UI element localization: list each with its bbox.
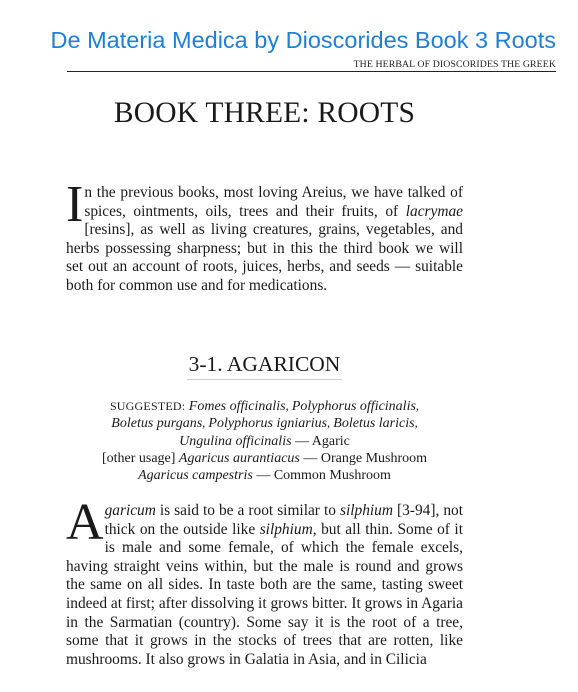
- term-silphium: silphium: [259, 520, 313, 538]
- common-name: — Common Mushroom: [252, 468, 391, 484]
- agaricon-text-2: [3-94], not thick on the outside like: [104, 502, 463, 538]
- species-name: Boletus laricis: [333, 416, 415, 432]
- common-name: — Agaric: [291, 433, 350, 449]
- suggested-line-1: SUGGESTED: Fomes officinalis, Polyphorus officinalis,: [109, 399, 420, 414]
- intro-text-1: n the previous books, most loving Areius, we have talked of spices, ointments, oils, trees and their fruits, of: [84, 184, 463, 220]
- agaricon-dropcap: A: [66, 494, 104, 551]
- agaricon-text-1: is said to be a root similar to: [155, 502, 340, 519]
- species-name: Fomes officinalis: [188, 399, 286, 414]
- suggested-line-5: [66, 467, 463, 484]
- common-name: — Orange Mushroom: [299, 450, 428, 466]
- intro-dropcap: I: [66, 176, 84, 233]
- suggested-line-2: Boletus purgans, Polyphorus igniarius, Boletus laricis,: [111, 416, 418, 432]
- header-divider: [67, 71, 556, 72]
- suggested-line-4: [66, 450, 463, 467]
- intro-paragraph: [66, 176, 463, 296]
- site-subtitle: THE HERBAL OF DIOSCORIDES THE GREEK: [353, 59, 556, 70]
- intro-text-2: [resins], as well as living creatures, grains, vegetables, and herbs possessing sharpness; but in this the third book we will set out an account of roots, juices, herbs, and seeds — suitable both for common use and for medications.: [66, 221, 463, 294]
- suggested-line-3: [66, 433, 463, 450]
- term-silphium: silphium: [339, 502, 393, 519]
- section-heading-text: 3-1. AGARICON: [187, 352, 343, 380]
- usage-note: [other usage]: [101, 450, 179, 466]
- suggested-label: SUGGESTED:: [109, 399, 186, 413]
- species-name: Polyphorus igniarius: [208, 416, 328, 432]
- intro-term-lacrymae: lacrymae: [405, 202, 463, 220]
- species-name: Boletus purgans: [111, 416, 203, 432]
- agaricon-text-3: , but all thin. Some of it is male and some female, of which the female excels, having straight veins within, but the male is round and grows the same on all sides. In taste both are the same, tasting sweet indeed at first; after dissolving it grows bitter. It grows in Agaria in the Sarmatian (country). Some say it is the root of a tree, some that it grows in the stocks of trees that are rotten, like mushrooms. It also grows in Galatia in Asia, and in Cilicia: [66, 520, 463, 668]
- book-heading: BOOK THREE: ROOTS: [113, 97, 416, 129]
- species-name: Agaricus campestris: [138, 468, 253, 484]
- species-name: Ungulina officinalis: [179, 433, 292, 449]
- species-name: Polyphorus officinalis: [291, 399, 416, 414]
- suggested-names: [66, 398, 463, 484]
- section-heading: [66, 352, 463, 380]
- term-agaricum: garicum: [104, 502, 156, 519]
- species-name: Agaricus aurantiacus: [178, 450, 300, 466]
- agaricon-paragraph: [66, 494, 463, 669]
- site-title[interactable]: De Materia Medica by Dioscorides Book 3 Roots: [50, 27, 556, 53]
